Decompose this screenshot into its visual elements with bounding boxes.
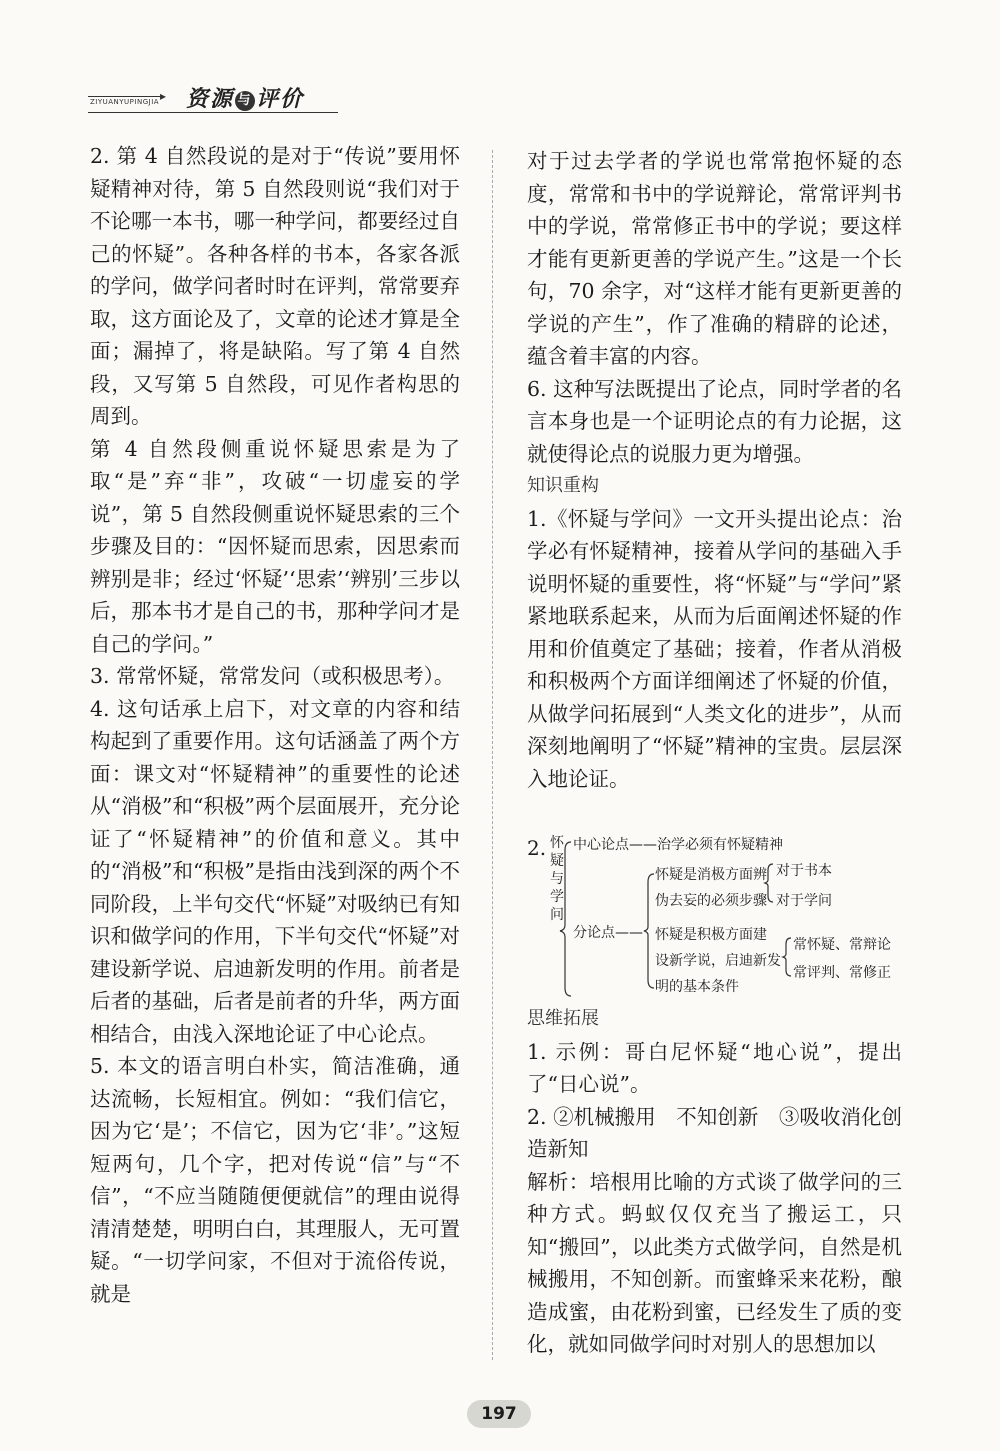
center-point-label: 中心论点 xyxy=(573,837,629,853)
sub-point xyxy=(573,922,643,942)
center-point xyxy=(573,834,783,854)
answer-5: 5. 本文的语言明白朴实，简洁准确，通达流畅，长短相宜。例如：“我们信它，因为它‘是’；不信它，因为它‘非’。”这短短两句，几个字，把对传说“信”与“不信”，“不应当随随便便就信”的理由说得清清楚楚，明明白白，其理服人，无可置疑。“一切学问家，不但对于流俗传说，就是 xyxy=(90,1054,460,1306)
left-column xyxy=(90,140,460,1310)
answer-3: 3. 常常怀疑，常常发问（或积极思考）。 xyxy=(90,664,455,688)
structure-diagram xyxy=(527,830,907,1000)
header-arrow-line xyxy=(88,96,162,97)
right-column-bottom xyxy=(527,1003,902,1361)
header-underline xyxy=(88,112,338,113)
center-point-dash: —— xyxy=(629,837,657,853)
header-pinyin: ZIYUANYUPINGJIA xyxy=(90,98,160,106)
section-heading-thinking: 思维拓展 xyxy=(527,1008,599,1029)
answer-6: 6. 这种写法既提出了论点，同时学者的名言本身也是一个证明论点的有力论据，这就使得论点的说服力更为增强。 xyxy=(527,376,902,466)
thinking-analysis: 解析：培根用比喻的方式谈了做学问的三种方式。蚂蚁仅仅充当了搬运工，只知“搬回”，以此类方式做学问，自然是机械搬用，不知创新。而蜜蜂采来花粉，酿造成蜜，由花粉到蜜，已经发生了质的变化，就如同做学问时对别人的思想加以 xyxy=(527,1169,902,1356)
column-divider xyxy=(492,150,493,1360)
negative-branch-a: 对于书本 xyxy=(776,863,832,879)
answer-2-continued: 第 4 自然段侧重说怀疑思索是为了取“是”弃“非”，攻破“一切虚妄的学说”，第 5 自然段侧重说怀疑思索的三个步骤及目的：“因怀疑而思索，因思索而辨别是非；经过‘怀疑’‘思索’‘辨别’三步以后，那本书才是自己的书，那种学问才是自己的学问。” xyxy=(90,436,460,656)
page-header xyxy=(86,82,346,120)
header-title-part: 评价 xyxy=(256,87,305,112)
header-title xyxy=(186,82,304,113)
answer-2: 2. 第 4 自然段说的是对于“传说”要用怀疑精神对待，第 5 自然段则说“我们对于不论哪一本书，哪一种学问，都要经过自己的怀疑”。各种各样的书本，各家各派的学问，做学问者时时在评判，常常要弃取，这方面论及了，文章的论述才算是全面；漏掉了，将是缺陷。写了第 4 自然段，又写第 5 自然段，可见作者构思的周到。 xyxy=(90,144,460,428)
sub-point-dash: —— xyxy=(615,925,643,941)
sub-point-label: 分论点 xyxy=(573,925,615,941)
thinking-answer-2: 2. ②机械搬用 不知创新 ③吸收消化创造新知 xyxy=(527,1104,902,1161)
positive-point-line-1: 怀疑是积极方面建 xyxy=(655,927,767,943)
header-title-circle: 与 xyxy=(235,91,255,111)
diagram-number: 2. xyxy=(527,836,547,860)
page-number: 197 xyxy=(467,1400,531,1428)
answer-4: 4. 这句话承上启下，对文章的内容和结构起到了重要作用。这句话涵盖了两个方面：课文对“怀疑精神”的重要性的论述从“消极”和“积极”两个层面展开，充分论证了“怀疑精神”的价值和意义。其中的“消极”和“积极”是指由浅到深的两个不同阶段，上半句交代“怀疑”对吸纳已有知识和做学问的作用，下半句交代“怀疑”对建设新学说、启迪新发明的作用。前者是后者的基础，后者是前者的升华，两方面相结合，由浅入深地论证了中心论点。 xyxy=(90,696,460,1046)
diagram-root: 怀疑与学问 xyxy=(550,835,564,923)
positive-branch-a: 常怀疑、常辩论 xyxy=(793,937,891,953)
positive-branch-b: 常评判、常修正 xyxy=(793,965,891,981)
positive-point-line-2: 设新学说，启迪新发 xyxy=(655,953,781,969)
right-column xyxy=(527,145,902,795)
negative-point-line-2: 伪去妄的必须步骤 xyxy=(655,893,767,909)
arrow-right-icon: ▸ xyxy=(160,89,167,103)
center-point-text: 治学必须有怀疑精神 xyxy=(657,837,783,853)
knowledge-answer-1: 1.《怀疑与学问》一文开头提出论点：治学必有怀疑精神，接着从学问的基础入手说明怀疑的重要性，将“怀疑”与“学问”紧紧地联系起来，从而为后面阐述怀疑的作用和价值奠定了基础；接着，作者从消极和积极两个方面详细阐述了怀疑的价值，从做学问拓展到“人类文化的进步”，从而深刻地阐明了“怀疑”精神的宝贵。层层深入地论证。 xyxy=(527,506,902,791)
positive-point-line-3: 明的基本条件 xyxy=(655,979,739,995)
section-heading-knowledge: 知识重构 xyxy=(527,475,599,496)
negative-branch-b: 对于学问 xyxy=(776,893,832,909)
thinking-answer-1: 1. 示例：哥白尼怀疑“地心说”，提出了“日心说”。 xyxy=(527,1039,902,1096)
negative-point-line-1: 怀疑是消极方面辨 xyxy=(655,867,767,883)
header-title-part: 资源 xyxy=(186,87,235,112)
answer-5-continued: 对于过去学者的学说也常常抱怀疑的态度，常常和书中的学说辩论，常常评判书中的学说，常常修正书中的学说；要这样才能有更新更善的学说产生。”这是一个长句，70 余字，对“这样才能有更新更善的学说的产生”，作了准确的精辟的论述，蕴含着丰富的内容。 xyxy=(527,149,902,368)
